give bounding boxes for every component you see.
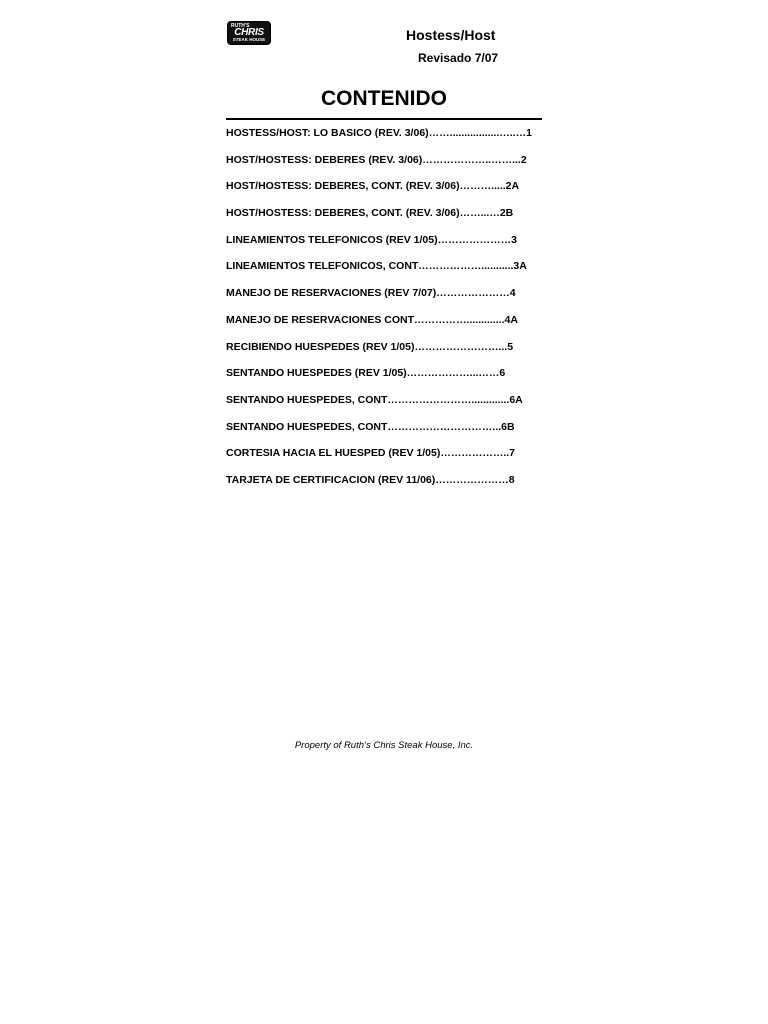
toc-entry: SENTANDO HUESPEDES (REV 1/05)………………...……6 [226, 367, 506, 380]
ruths-chris-logo [227, 21, 271, 45]
toc-entry: MANEJO DE RESERVACIONES CONT…………….............4A [226, 313, 518, 326]
toc-entry: LINEAMIENTOS TELEFONICOS (REV 1/05)…………………3 [226, 233, 517, 246]
toc-entry: SENTANDO HUESPEDES, CONT…………………………...6B [226, 420, 515, 433]
header-title: Hostess/Host [406, 27, 496, 43]
title-divider [226, 118, 542, 120]
logo-line-1: RUTH'S [231, 22, 250, 29]
toc-entry: RECIBIENDO HUESPEDES (REV 1/05)……………………...5 [226, 340, 514, 353]
header-revision: Revisado 7/07 [418, 51, 499, 65]
toc-entry: MANEJO DE RESERVACIONES (REV 7/07)…………………4 [226, 287, 516, 300]
toc-entry: HOSTESS/HOST: LO BASICO (REV. 3/06)…….................…..…1 [226, 127, 532, 139]
logo-line-3: STEAK HOUSE [232, 36, 266, 42]
toc-entry: SENTANDO HUESPEDES, CONT…………………….............6A [226, 393, 523, 406]
footer-copyright: Property of Ruth’s Chris Steak House, Inc. [294, 740, 474, 751]
toc-entry: HOST/HOSTESS: DEBERES (REV. 3/06)………………..……...2 [226, 153, 527, 166]
toc-entry: LINEAMIENTOS TELEFONICOS, CONT………………...........3A [226, 260, 527, 273]
toc-entry: HOST/HOSTESS: DEBERES, CONT. (REV. 3/06)……...…2B [226, 207, 514, 220]
toc-entry: TARJETA DE CERTIFICACION (REV 11/06)…………………8 [226, 473, 515, 486]
logo-line-2: CHRIS [234, 26, 264, 38]
toc-entry: CORTESIA HACIA EL HUESPED (REV 1/05)………………..7 [226, 447, 515, 460]
page-title: CONTENIDO [321, 87, 447, 110]
toc-entry: HOST/HOSTESS: DEBERES, CONT. (REV. 3/06)……….....2A [226, 180, 520, 193]
table-of-contents [226, 126, 546, 500]
